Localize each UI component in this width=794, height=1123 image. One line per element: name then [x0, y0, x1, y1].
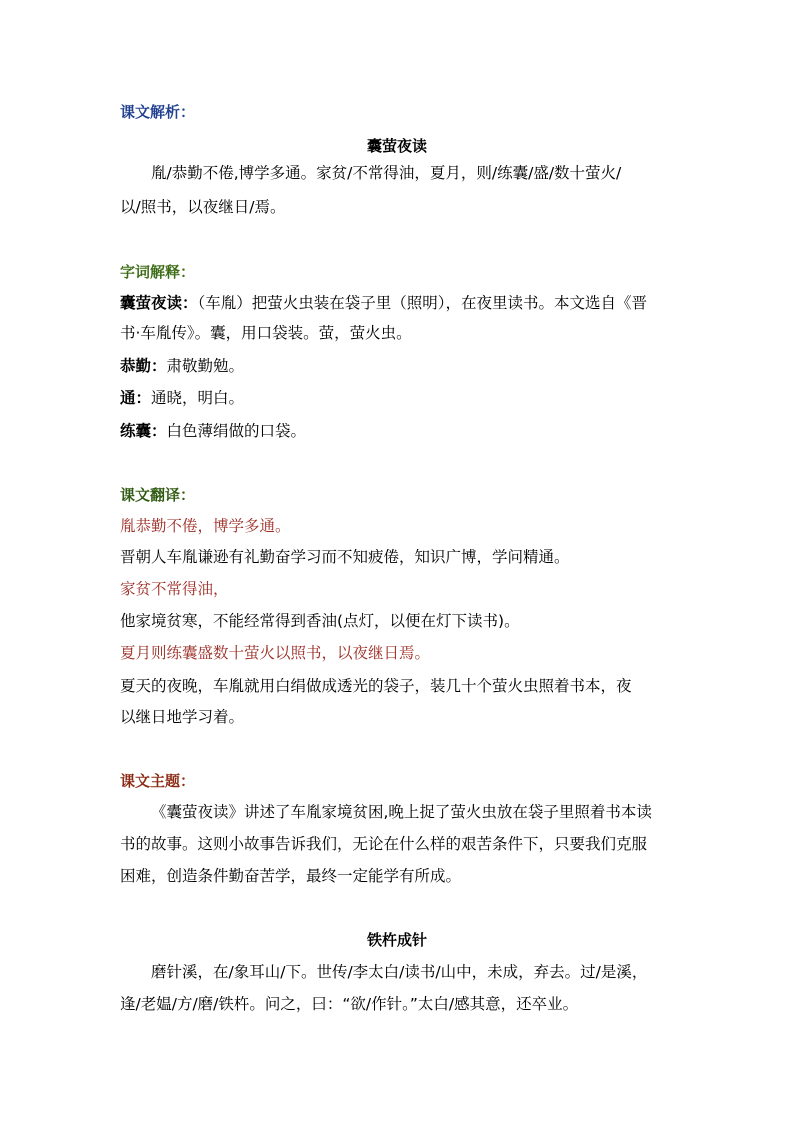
glossary-definition: （车胤）把萤火虫装在袋子里（照明），在夜里读书。本文选自《晋 — [197, 294, 648, 312]
glossary-definition-continued: 书·车胤传》。囊，用口袋装。萤，萤火虫。 — [120, 324, 412, 342]
classical-text-line-1: 磨针溪，在/象耳山/下。世传/李太白/读书/山中，未成，弃去。过/是溪， — [151, 963, 648, 981]
text-title-nangying: 囊萤夜读 — [366, 137, 427, 155]
classical-text-line-2: 逢/老媪/方/磨/铁杵。问之，曰：“欲/作针。”太白/感其意，还卒业。 — [120, 995, 579, 1013]
glossary-definition: 白色薄绢做的口袋。 — [166, 422, 307, 440]
modern-translation: 晋朝人车胤谦逊有礼勤奋学习而不知疲倦，知识广博，学问精通。 — [120, 548, 570, 566]
glossary-item — [120, 356, 244, 376]
glossary-term: 囊萤夜读： — [120, 294, 198, 312]
glossary-term: 练囊： — [120, 422, 167, 440]
classical-text-line-1: 胤/恭勤不倦,博学多通。家贫/不常得油，夏月，则/练囊/盛/数十萤火/ — [151, 164, 622, 182]
theme-paragraph-line-2: 书的故事。这则小故事告诉我们，无论在什么样的艰苦条件下，只要我们克服 — [120, 835, 648, 853]
original-sentence: 家贫不常得油， — [120, 580, 229, 598]
original-sentence: 夏月则练囊盛数十萤火以照书，以夜继日焉。 — [120, 644, 431, 662]
classical-text-line-2: 以/照书，以夜继日/焉。 — [120, 198, 286, 216]
section-heading-analysis: 课文解析： — [120, 103, 196, 121]
glossary-term: 恭勤： — [120, 357, 167, 375]
glossary-item — [120, 388, 244, 408]
theme-paragraph-line-1: 《囊萤夜读》讲述了车胤家境贫困,晚上捉了萤火虫放在袋子里照着书本读 — [151, 803, 652, 821]
theme-paragraph-line-3: 困难，创造条件勤奋苦学，最终一定能学有所成。 — [120, 867, 462, 885]
glossary-definition: 通晓，明白。 — [151, 389, 245, 407]
glossary-term: 通： — [120, 389, 152, 407]
glossary-definition: 肃敬勤勉。 — [166, 357, 245, 375]
modern-translation: 他家境贫寒，不能经常得到香油(点灯，以便在灯下读书)。 — [120, 612, 520, 630]
section-heading-translation: 课文翻译： — [120, 486, 196, 504]
text-title-tiechu: 铁杵成针 — [366, 931, 427, 949]
section-heading-theme: 课文主题： — [120, 772, 196, 790]
modern-translation-continued: 以继日地学习着。 — [120, 708, 245, 726]
original-sentence: 胤恭勤不倦，博学多通。 — [120, 517, 291, 535]
glossary-item — [120, 421, 306, 441]
glossary-item — [120, 293, 647, 313]
section-heading-glossary: 字词解释： — [120, 263, 196, 281]
modern-translation: 夏天的夜晚，车胤就用白绢做成透光的袋子，装几十个萤火虫照着书本，夜 — [120, 677, 632, 695]
